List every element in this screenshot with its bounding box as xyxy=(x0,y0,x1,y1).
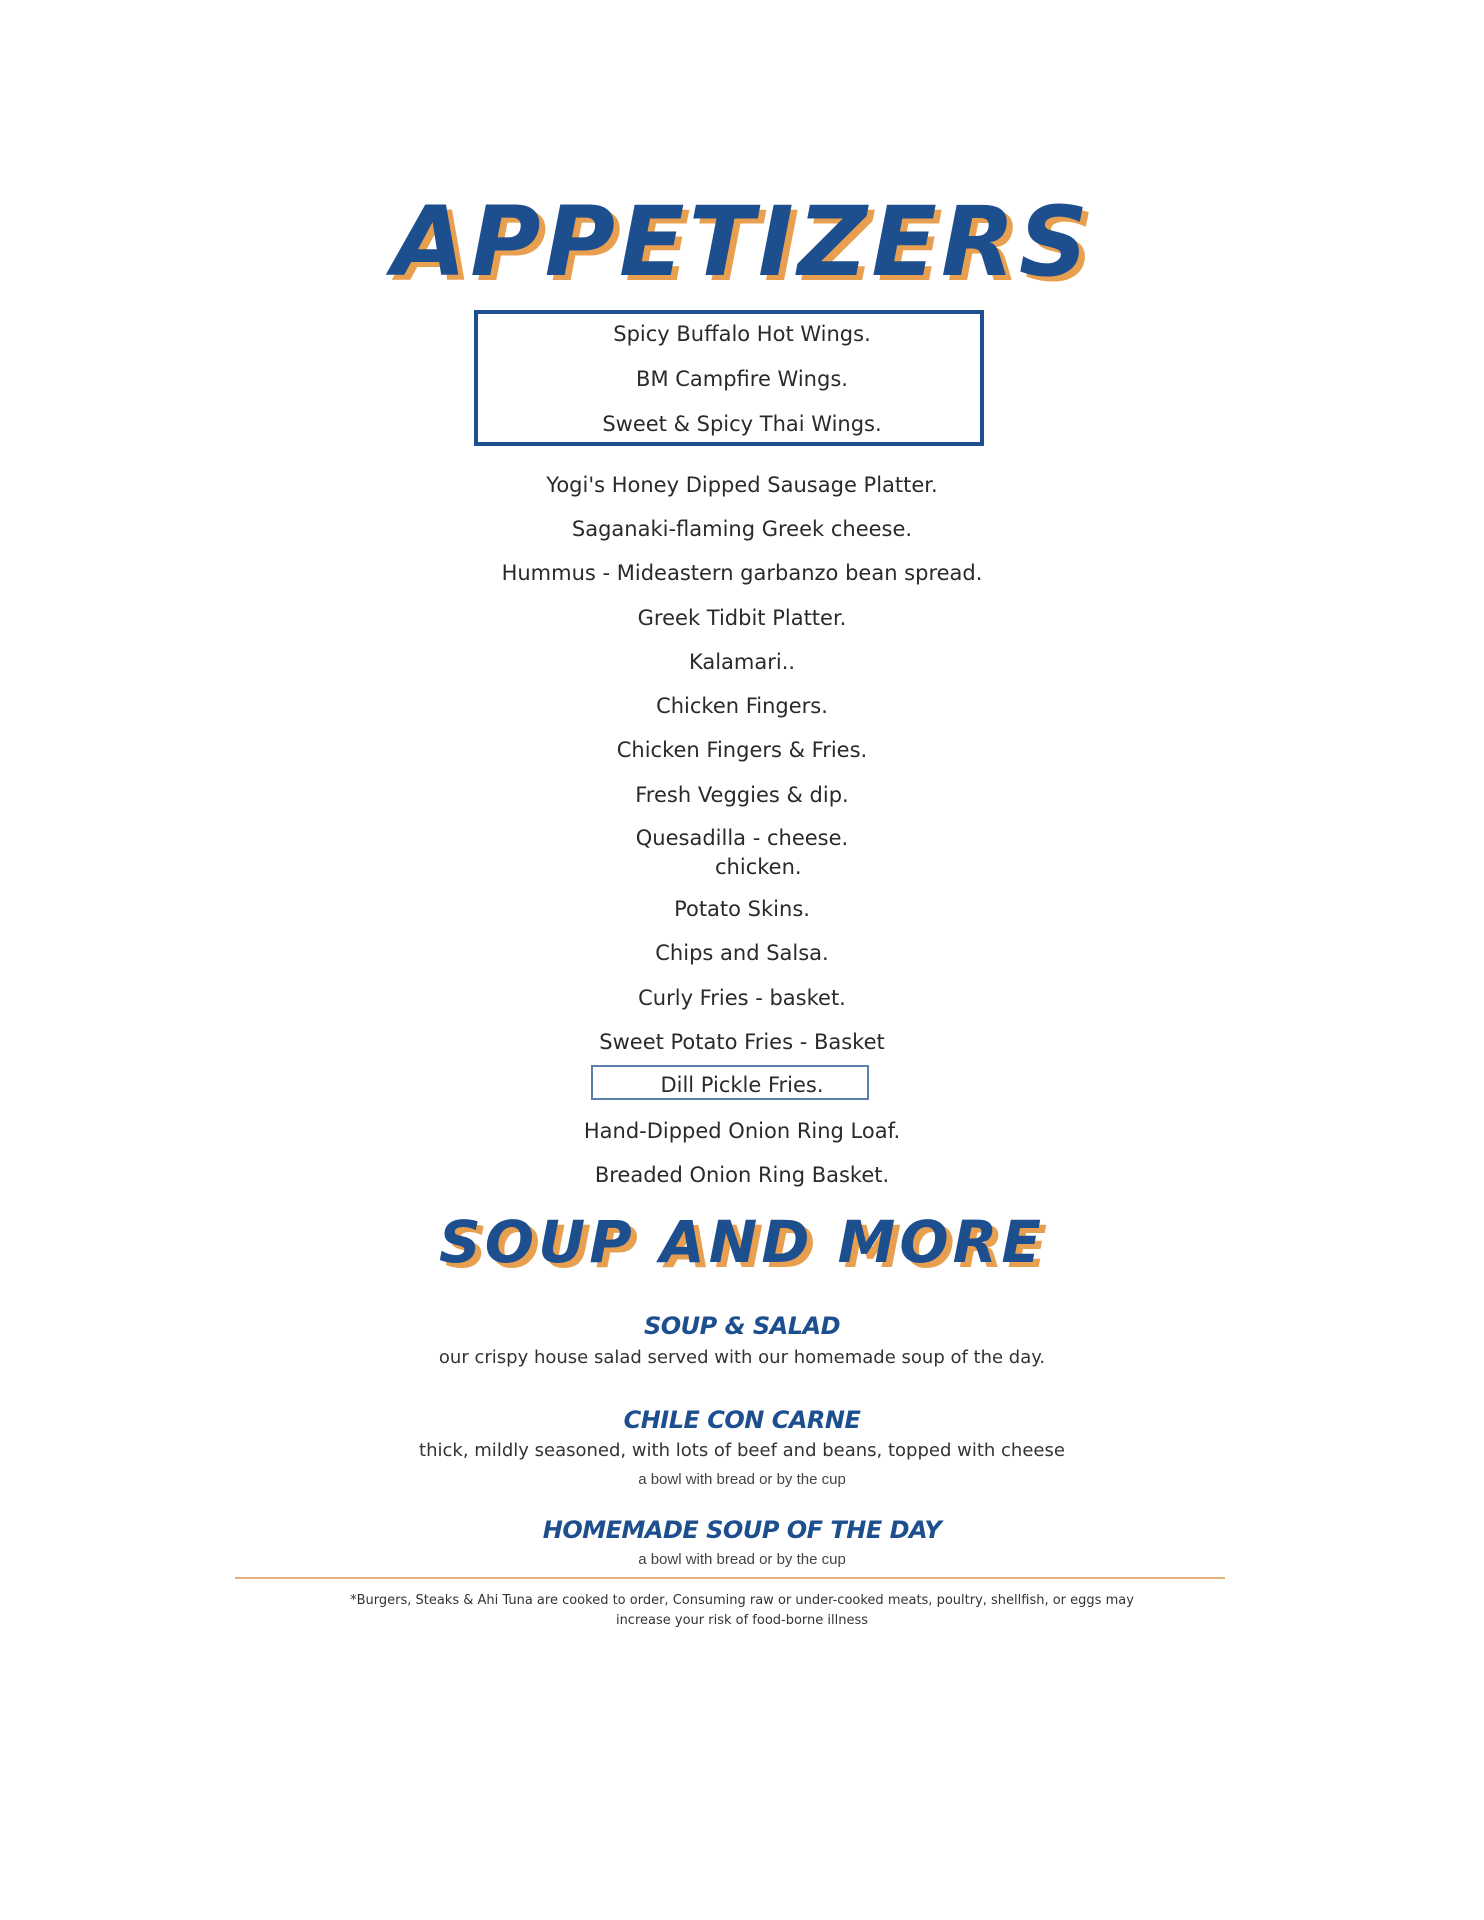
menu-item: Potato Skins. xyxy=(674,897,810,921)
menu-item: Chicken Fingers. xyxy=(656,694,828,718)
menu-item: Fresh Veggies & dip. xyxy=(635,783,849,807)
menu-item: Hand-Dipped Onion Ring Loaf. xyxy=(583,1119,901,1143)
menu-item-wings-1: Spicy Buffalo Hot Wings. xyxy=(613,322,871,346)
section-description: thick, mildly seasoned, with lots of beef and beans, topped with cheese xyxy=(419,1440,1065,1461)
menu-item: Kalamari.. xyxy=(688,650,796,674)
soup-title: SOUP AND MORE xyxy=(439,1208,1045,1276)
menu-item-boxed: Dill Pickle Fries. xyxy=(660,1073,824,1097)
menu-item: Curly Fries - basket. xyxy=(638,986,846,1010)
section-title-soup-salad: SOUP & SALAD xyxy=(643,1312,841,1340)
menu-item-wings-3: Sweet & Spicy Thai Wings. xyxy=(602,412,882,436)
menu-item: Chicken Fingers & Fries. xyxy=(616,738,868,762)
menu-item-quesadilla: Quesadilla - cheese. xyxy=(635,826,849,850)
section-title-soup-day: HOMEMADE SOUP OF THE DAY xyxy=(542,1516,942,1544)
menu-item: Chips and Salsa. xyxy=(655,941,829,965)
section-title-chile: CHILE CON CARNE xyxy=(623,1406,861,1434)
menu-item: Saganaki-flaming Greek cheese. xyxy=(571,517,913,541)
menu-item-wings-2: BM Campfire Wings. xyxy=(636,367,848,391)
menu-item: Hummus - Mideastern garbanzo bean spread. xyxy=(501,561,983,585)
menu-item: Sweet Potato Fries - Basket xyxy=(599,1030,885,1054)
menu-item-quesadilla-option: chicken. xyxy=(715,855,802,879)
menu-item: Greek Tidbit Platter. xyxy=(637,606,847,630)
menu-item: Yogi's Honey Dipped Sausage Platter. xyxy=(546,473,938,497)
footer-disclaimer-2: increase your risk of food-borne illness xyxy=(615,1613,869,1628)
section-description: our crispy house salad served with our homemade soup of the day. xyxy=(438,1347,1046,1368)
appetizers-title: APPETIZERS xyxy=(391,186,1093,298)
section-note: a bowl with bread or by the cup xyxy=(638,1551,846,1568)
section-note: a bowl with bread or by the cup xyxy=(638,1471,846,1488)
menu-item: Breaded Onion Ring Basket. xyxy=(594,1163,890,1187)
divider xyxy=(235,1577,1225,1579)
footer-disclaimer: *Burgers, Steaks & Ahi Tuna are cooked to order, Consuming raw or under-cooked meats, poultry, shellfish, or eggs may xyxy=(350,1593,1134,1608)
